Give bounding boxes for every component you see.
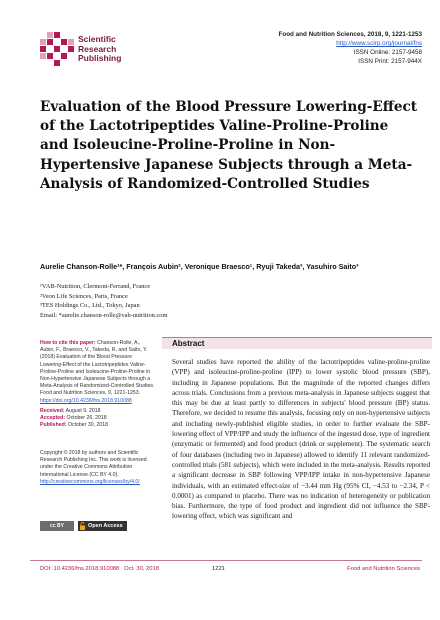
how-to-cite-label: How to cite this paper:: [40, 340, 96, 346]
scirp-logo-icon: [40, 32, 74, 66]
footer-journal: Food and Nutrition Sciences: [347, 566, 420, 572]
journal-citation: Food and Nutrition Sciences, 2018, 9, 1221-1253: [278, 31, 422, 38]
article-dates: [40, 408, 155, 430]
license-link[interactable]: http://creativecommons.org/licenses/by/4.0/: [40, 478, 140, 485]
issn-print: ISSN Print: 2157-944X: [358, 58, 422, 65]
copyright-notice: [40, 450, 155, 486]
publisher-name: Scientific Research Publishing: [78, 34, 122, 63]
affiliations: [40, 282, 167, 321]
journal-info: [279, 30, 423, 66]
corresponding-email: Email: *aurelie.chanson-rolle@vab-nutrition.com: [40, 312, 168, 320]
open-access-badge[interactable]: Open Access: [78, 521, 127, 531]
citation-doi-link[interactable]: https://doi.org/10.4236/fns.2018.910088: [40, 397, 132, 404]
publisher-logo: [40, 32, 160, 66]
footer-doi: DOI: 10.4236/fns.2018.910088 Oct. 30, 2018: [40, 566, 159, 572]
affiliation-3: ³TES Holdings Co., Ltd., Tokyo, Japan: [40, 302, 140, 310]
cc-by-badge[interactable]: cc BY: [40, 521, 74, 531]
received-date: Received: August 9, 2018: [40, 408, 101, 414]
published-date: Published: October 30, 2018: [40, 422, 109, 429]
abstract-heading: Abstract: [172, 339, 205, 348]
affiliation-1: ¹VAB-Nutrition, Clermont-Ferrand, France: [40, 283, 151, 290]
affiliation-2: ²Veon Life Sciences, Paris, France: [40, 292, 128, 300]
abstract-heading-bar: [162, 337, 432, 349]
footer-divider: [30, 560, 422, 561]
footer-date: Oct. 30, 2018: [124, 566, 159, 572]
copyright-text: Copyright © 2018 by authors and Scientific Research Publishing Inc. This work is licensed under the Creative Commons Attribution International License (CC BY 4.0).: [40, 450, 147, 478]
issn-online: ISSN Online: 2157-9458: [353, 49, 422, 56]
open-lock-icon: [80, 522, 85, 530]
page-number: 1221: [212, 566, 225, 572]
license-badges: [40, 521, 127, 531]
citation-text: Chanson-Rolle, A., Aubin, F., Braesco, V., Takeda, R. and Saito, Y. (2018) Evaluation of the Blood Pressure Lowering-Effect of the Lactotripeptides Valine-Proline-Proline and Isoleucine-Proline-Proline in Non-Hypertensive Japanese Subjects through a Meta-Analysis of Randomized-Controlled Studies. Food and Nutrition Sciences, 9, 1221-1253.: [40, 340, 155, 397]
author-list: Aurelie Chanson-Rolle¹*, François Aubin², Veronique Braesco¹, Ryuji Takeda³, Yasuhiro Saito³: [40, 262, 359, 271]
paper-title: Evaluation of the Blood Pressure Lowering-Effect of the Lactotripeptides Valine-Proline-Proline and Isoleucine-Proline-Proline in Non-Hypertensive Japanese Subjects through a Meta-Analysis of Randomized-Controlled Studies: [40, 99, 418, 192]
abstract-text: Several studies have reported the ability of the lactotripeptides valine-proline-proline (VPP) and isoleucine-proline-proline (IPP) to lower systolic blood pressure (SBP), including in Japanese populations. But the magnitude of the reported changes differs across trials. Conclusions from a previous meta-analysis in Japanese subjects suggest that this may be due at least partly to differences in subjects' blood pressure (BP) status. Therefore, we decided to resume this analysis, focusing only on non-hypertensive subjects and including newly-published eligible studies, in order to further evaluate the SBP-lowering effect of VPP/IPP and study the influence of the ingested dose, type of ingredient (enzymatic or fermented) and food product (drink or supplement). The systematic search of four databases (including two in Japanese) allowed to identify 11 relevant randomized-controlled trials (581 subjects), which were included in the meta-analysis. Results reported a significant decrease in SBP following VPP/IPP intake in non-hypertensive Japanese individuals, with an estimated effect-size of −3.44 mm Hg (95% CI, −4.53 to −2.34, P < 0.0001) as compared to placebo. There was no indication of heterogeneity or publication bias. Furthermore, the type of food product and ingredient did not influence the SBP-lowering effect, which was significant and: [172, 358, 430, 521]
accepted-date: Accepted: October 26, 2018: [40, 415, 107, 422]
how-to-cite: [40, 340, 155, 405]
journal-url-link[interactable]: http://www.scirp.org/journal/fns: [336, 40, 422, 47]
